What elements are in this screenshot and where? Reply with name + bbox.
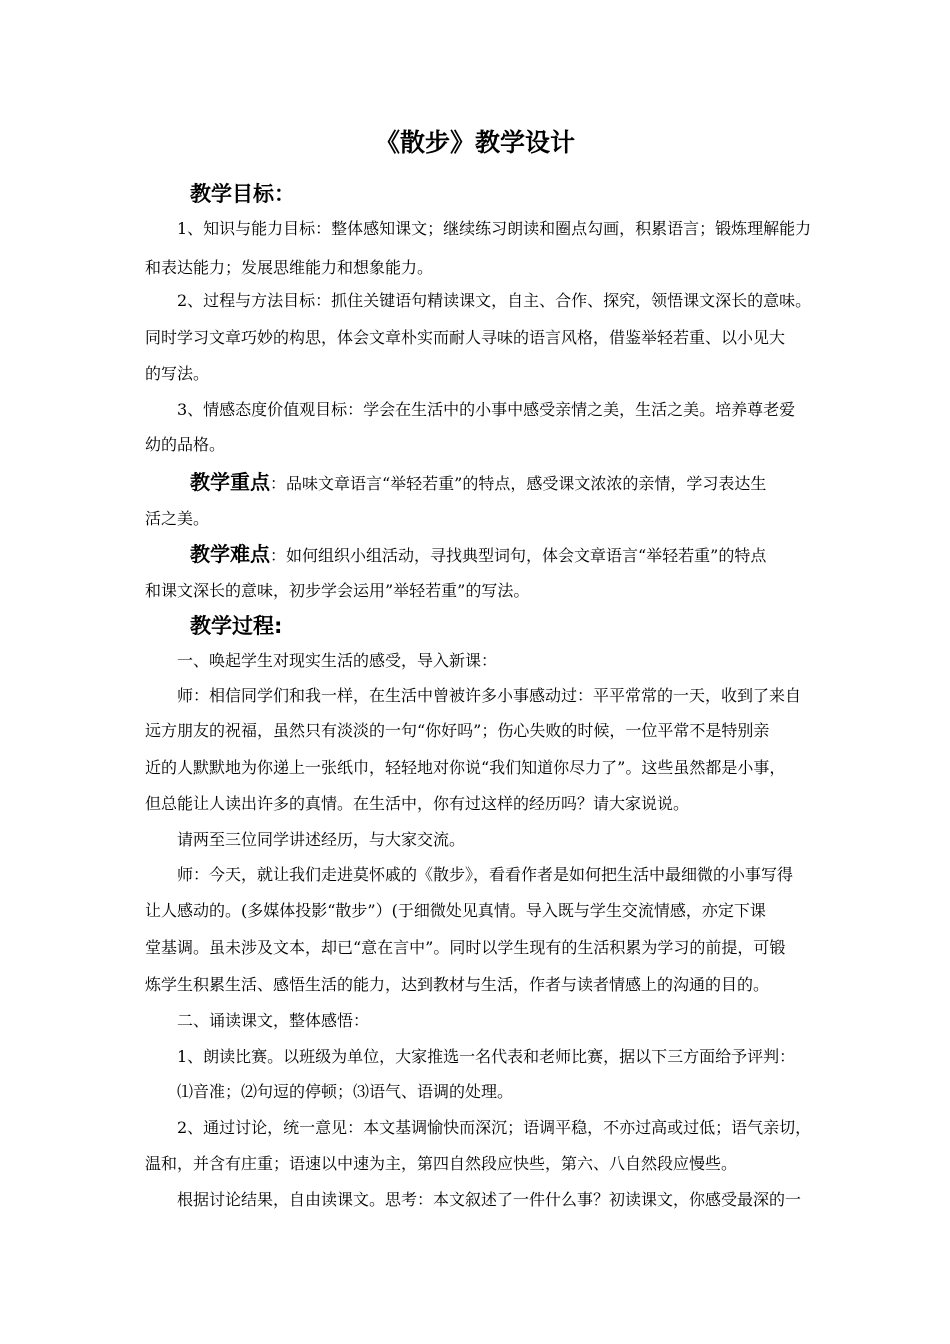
process-line-11: 二、诵读课文，整体感悟： bbox=[177, 1011, 370, 1030]
difficulty-line-2: 和课文深长的意味，初步学会运用”举轻若重”的写法。 bbox=[145, 581, 530, 600]
process-line-1: 一、唤起学生对现实生活的感受，导入新课： bbox=[177, 651, 498, 670]
goal-line-3: 2、过程与方法目标：抓住关键语句精读课文，自主、合作、探究，领悟课文深长的意味。 bbox=[177, 291, 812, 310]
goal-line-4: 同时学习文章巧妙的构思，体会文章朴实而耐人寻味的语言风格，借鉴举轻若重、以小见大 bbox=[145, 328, 786, 347]
goal-line-7: 幼的品格。 bbox=[145, 435, 226, 454]
process-line-13: ⑴音准；⑵句逗的停顿；⑶语气、语调的处理。 bbox=[177, 1082, 514, 1101]
key-point-label: 教学重点 bbox=[190, 470, 270, 494]
process-line-2: 师：相信同学们和我一样，在生活中曾被许多小事感动过：平平常常的一天，收到了来自 bbox=[177, 686, 802, 705]
key-point-line bbox=[190, 468, 820, 498]
key-point-line-2: 活之美。 bbox=[145, 509, 210, 528]
goal-line-2: 和表达能力；发展思维能力和想象能力。 bbox=[145, 258, 434, 277]
goal-line-1: 1、知识与能力目标：整体感知课文；继续练习朗读和圈点勾画，积累语言；锻炼理解能力 bbox=[177, 219, 812, 238]
document-title: 《散步》教学设计 bbox=[374, 128, 575, 157]
process-line-9: 堂基调。虽未涉及文本，却已“意在言中”。同时以学生现有的生活积累为学习的前提，可锻 bbox=[145, 938, 786, 957]
process-line-10: 炼学生积累生活、感悟生活的能力，达到教材与生活，作者与读者情感上的沟通的目的。 bbox=[145, 975, 770, 994]
process-line-3: 远方朋友的祝福，虽然只有淡淡的一句“你好吗”；伤心失败的时候，一位平常不是特别亲 bbox=[145, 721, 770, 740]
process-line-14: 2、通过讨论，统一意见：本文基调愉快而深沉；语调平稳，不亦过高或过低；语气亲切， bbox=[177, 1118, 812, 1137]
process-line-5: 但总能让人读出许多的真情。在生活中，你有过这样的经历吗？请大家说说。 bbox=[145, 794, 690, 813]
process-heading: 教学过程: bbox=[190, 614, 283, 638]
process-line-16: 根据讨论结果，自由读课文。思考：本文叙述了一件什么事？初读课文，你感受最深的一 bbox=[177, 1190, 802, 1209]
difficulty-label: 教学难点 bbox=[190, 542, 270, 566]
process-line-15: 温和，并含有庄重；语速以中速为主，第四自然段应快些，第六、八自然段应慢些。 bbox=[145, 1154, 738, 1173]
process-line-4: 近的人默默地为你递上一张纸巾，轻轻地对你说“我们知道你尽力了”。这些虽然都是小事， bbox=[145, 758, 786, 777]
difficulty-text: ：如何组织小组活动，寻找典型词句，体会文章语言“举轻若重”的特点 bbox=[270, 546, 767, 565]
process-line-6: 请两至三位同学讲述经历，与大家交流。 bbox=[177, 830, 466, 849]
key-point-text: ：品味文章语言“举轻若重”的特点，感受课文浓浓的亲情，学习表达生 bbox=[270, 474, 767, 493]
process-line-12: 1、朗读比赛。以班级为单位，大家推选一名代表和老师比赛，据以下三方面给予评判： bbox=[177, 1047, 796, 1066]
goals-heading: 教学目标： bbox=[190, 182, 295, 206]
goal-line-5: 的写法。 bbox=[145, 364, 210, 383]
difficulty-line bbox=[190, 540, 820, 570]
process-line-8: 让人感动的。(多媒体投影“散步”）(于细微处见真情。导入既与学生交流情感，亦定下课 bbox=[145, 901, 766, 920]
process-line-7: 师：今天，就让我们走进莫怀戚的《散步》，看看作者是如何把生活中最细微的小事写得 bbox=[177, 865, 794, 884]
goal-line-6: 3、情感态度价值观目标：学会在生活中的小事中感受亲情之美，生活之美。培养尊老爱 bbox=[177, 400, 796, 419]
